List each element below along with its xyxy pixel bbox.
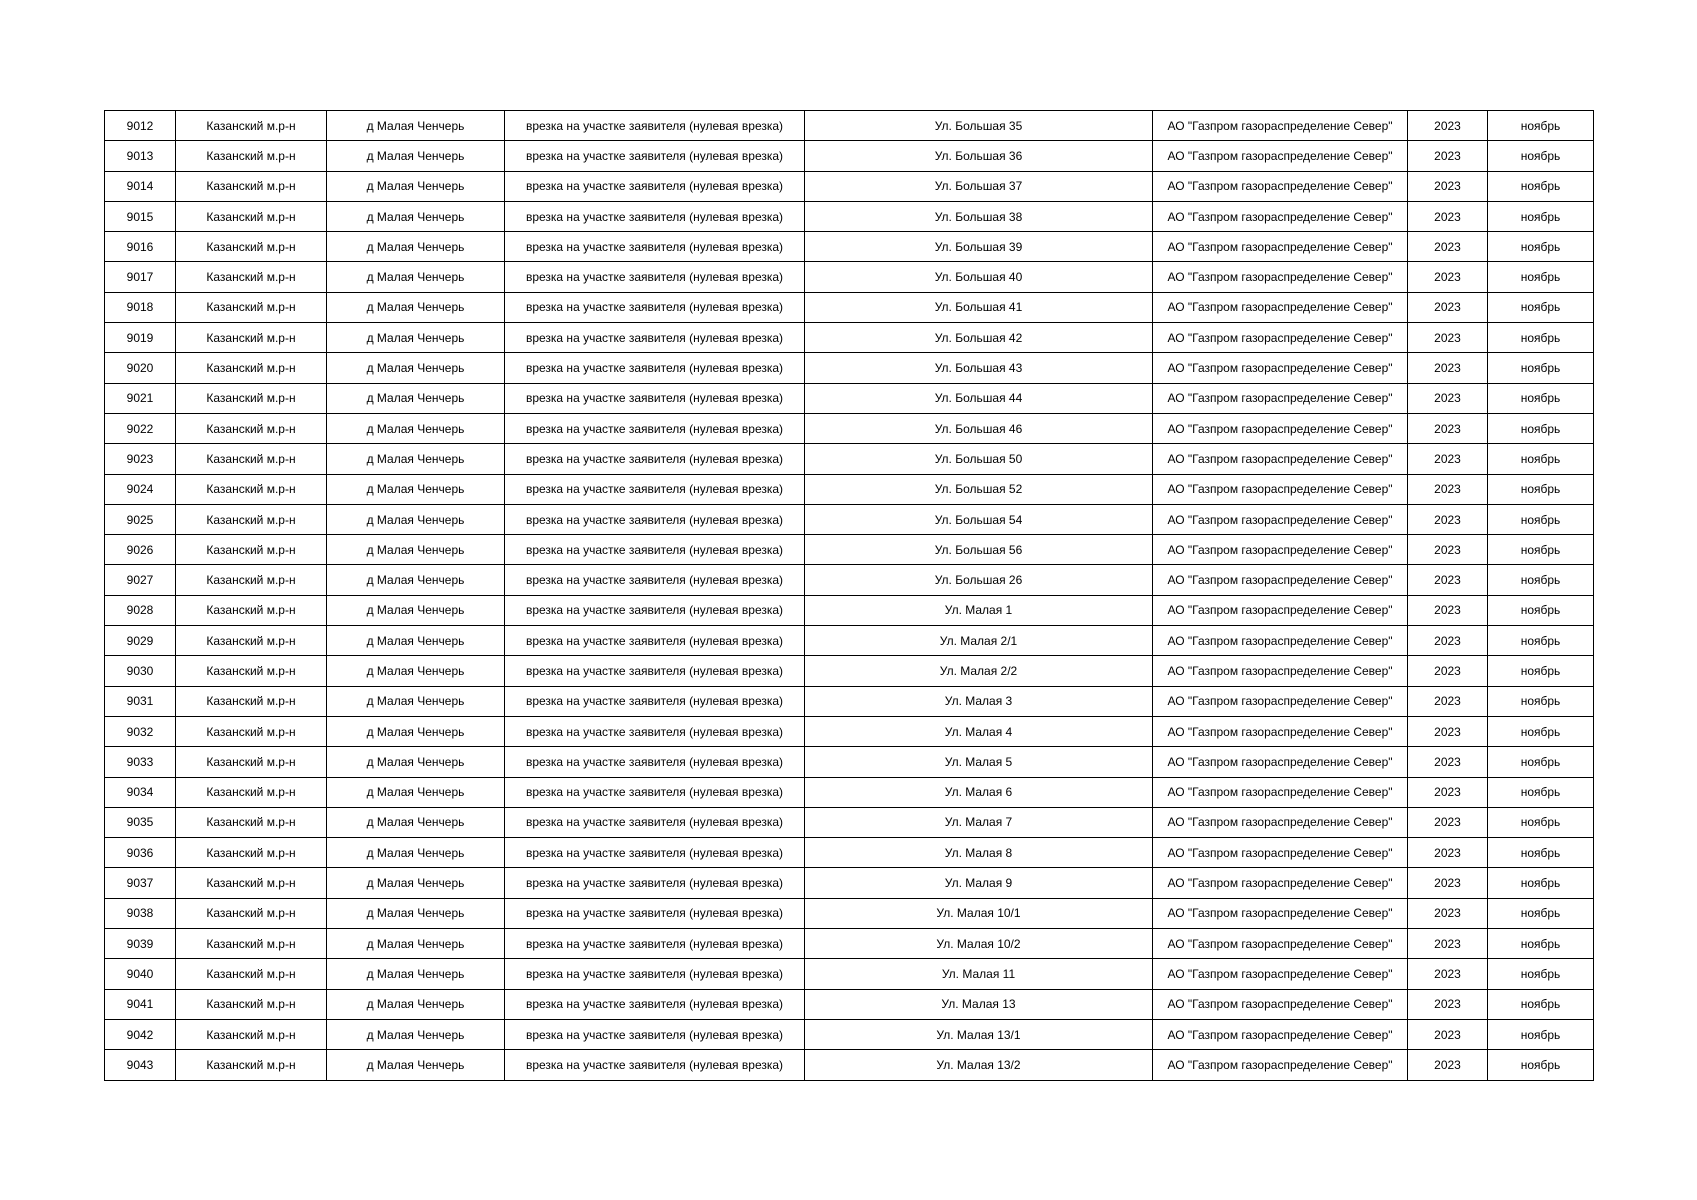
settlement-cell: д Малая Ченчерь (327, 656, 505, 686)
district-cell: Казанский м.р-н (176, 323, 327, 353)
address-cell: Ул. Малая 13 (805, 989, 1153, 1019)
table-row (105, 535, 1594, 565)
address-cell: Ул. Большая 26 (805, 565, 1153, 595)
table-row (105, 595, 1594, 625)
connection-type-cell: врезка на участке заявителя (нулевая врезка) (505, 413, 805, 443)
row-number-cell: 9014 (105, 171, 176, 201)
settlement-cell: д Малая Ченчерь (327, 413, 505, 443)
district-cell: Казанский м.р-н (176, 171, 327, 201)
settlement-cell: д Малая Ченчерь (327, 323, 505, 353)
district-cell: Казанский м.р-н (176, 353, 327, 383)
year-cell: 2023 (1408, 141, 1488, 171)
district-cell: Казанский м.р-н (176, 1050, 327, 1080)
connection-type-cell: врезка на участке заявителя (нулевая врезка) (505, 989, 805, 1019)
organization-cell: АО "Газпром газораспределение Север" (1153, 141, 1408, 171)
district-cell: Казанский м.р-н (176, 1019, 327, 1049)
row-number-cell: 9035 (105, 807, 176, 837)
address-cell: Ул. Малая 13/2 (805, 1050, 1153, 1080)
district-cell: Казанский м.р-н (176, 807, 327, 837)
table-row (105, 262, 1594, 292)
address-cell: Ул. Малая 7 (805, 807, 1153, 837)
district-cell: Казанский м.р-н (176, 716, 327, 746)
organization-cell: АО "Газпром газораспределение Север" (1153, 474, 1408, 504)
connection-type-cell: врезка на участке заявителя (нулевая врезка) (505, 777, 805, 807)
month-cell: ноябрь (1488, 413, 1594, 443)
district-cell: Казанский м.р-н (176, 111, 327, 141)
row-number-cell: 9032 (105, 716, 176, 746)
district-cell: Казанский м.р-н (176, 413, 327, 443)
connection-type-cell: врезка на участке заявителя (нулевая врезка) (505, 262, 805, 292)
connection-type-cell: врезка на участке заявителя (нулевая врезка) (505, 747, 805, 777)
year-cell: 2023 (1408, 232, 1488, 262)
connection-type-cell: врезка на участке заявителя (нулевая врезка) (505, 838, 805, 868)
organization-cell: АО "Газпром газораспределение Север" (1153, 413, 1408, 443)
connection-type-cell: врезка на участке заявителя (нулевая врезка) (505, 535, 805, 565)
year-cell: 2023 (1408, 656, 1488, 686)
month-cell: ноябрь (1488, 353, 1594, 383)
table-row (105, 686, 1594, 716)
organization-cell: АО "Газпром газораспределение Север" (1153, 262, 1408, 292)
address-cell: Ул. Малая 13/1 (805, 1019, 1153, 1049)
month-cell: ноябрь (1488, 807, 1594, 837)
address-cell: Ул. Большая 46 (805, 413, 1153, 443)
settlement-cell: д Малая Ченчерь (327, 959, 505, 989)
address-cell: Ул. Малая 11 (805, 959, 1153, 989)
settlement-cell: д Малая Ченчерь (327, 504, 505, 534)
organization-cell: АО "Газпром газораспределение Север" (1153, 989, 1408, 1019)
organization-cell: АО "Газпром газораспределение Север" (1153, 171, 1408, 201)
year-cell: 2023 (1408, 1019, 1488, 1049)
address-cell: Ул. Большая 41 (805, 292, 1153, 322)
connection-type-cell: врезка на участке заявителя (нулевая врезка) (505, 686, 805, 716)
month-cell: ноябрь (1488, 292, 1594, 322)
row-number-cell: 9042 (105, 1019, 176, 1049)
table-row (105, 777, 1594, 807)
settlement-cell: д Малая Ченчерь (327, 686, 505, 716)
district-cell: Казанский м.р-н (176, 141, 327, 171)
settlement-cell: д Малая Ченчерь (327, 232, 505, 262)
month-cell: ноябрь (1488, 565, 1594, 595)
month-cell: ноябрь (1488, 171, 1594, 201)
table-row (105, 868, 1594, 898)
year-cell: 2023 (1408, 595, 1488, 625)
connection-type-cell: врезка на участке заявителя (нулевая врезка) (505, 716, 805, 746)
district-cell: Казанский м.р-н (176, 565, 327, 595)
organization-cell: АО "Газпром газораспределение Север" (1153, 626, 1408, 656)
year-cell: 2023 (1408, 959, 1488, 989)
connection-type-cell: врезка на участке заявителя (нулевая врезка) (505, 201, 805, 231)
month-cell: ноябрь (1488, 1019, 1594, 1049)
connection-type-cell: врезка на участке заявителя (нулевая врезка) (505, 626, 805, 656)
year-cell: 2023 (1408, 716, 1488, 746)
month-cell: ноябрь (1488, 716, 1594, 746)
settlement-cell: д Малая Ченчерь (327, 383, 505, 413)
gasification-table (104, 110, 1594, 1081)
table-row (105, 929, 1594, 959)
table-row (105, 444, 1594, 474)
table-row (105, 111, 1594, 141)
row-number-cell: 9034 (105, 777, 176, 807)
organization-cell: АО "Газпром газораспределение Север" (1153, 807, 1408, 837)
address-cell: Ул. Большая 36 (805, 141, 1153, 171)
settlement-cell: д Малая Ченчерь (327, 989, 505, 1019)
table-row (105, 989, 1594, 1019)
connection-type-cell: врезка на участке заявителя (нулевая врезка) (505, 595, 805, 625)
row-number-cell: 9041 (105, 989, 176, 1019)
district-cell: Казанский м.р-н (176, 929, 327, 959)
address-cell: Ул. Большая 38 (805, 201, 1153, 231)
organization-cell: АО "Газпром газораспределение Север" (1153, 292, 1408, 322)
settlement-cell: д Малая Ченчерь (327, 111, 505, 141)
row-number-cell: 9016 (105, 232, 176, 262)
table-row (105, 898, 1594, 928)
settlement-cell: д Малая Ченчерь (327, 565, 505, 595)
connection-type-cell: врезка на участке заявителя (нулевая врезка) (505, 383, 805, 413)
connection-type-cell: врезка на участке заявителя (нулевая врезка) (505, 504, 805, 534)
district-cell: Казанский м.р-н (176, 959, 327, 989)
table-row (105, 232, 1594, 262)
year-cell: 2023 (1408, 989, 1488, 1019)
table-row (105, 413, 1594, 443)
year-cell: 2023 (1408, 686, 1488, 716)
address-cell: Ул. Большая 44 (805, 383, 1153, 413)
year-cell: 2023 (1408, 747, 1488, 777)
settlement-cell: д Малая Ченчерь (327, 595, 505, 625)
row-number-cell: 9033 (105, 747, 176, 777)
table-row (105, 171, 1594, 201)
district-cell: Казанский м.р-н (176, 747, 327, 777)
row-number-cell: 9037 (105, 868, 176, 898)
year-cell: 2023 (1408, 807, 1488, 837)
organization-cell: АО "Газпром газораспределение Север" (1153, 1019, 1408, 1049)
district-cell: Казанский м.р-н (176, 292, 327, 322)
year-cell: 2023 (1408, 111, 1488, 141)
organization-cell: АО "Газпром газораспределение Север" (1153, 232, 1408, 262)
organization-cell: АО "Газпром газораспределение Север" (1153, 383, 1408, 413)
year-cell: 2023 (1408, 474, 1488, 504)
table-row (105, 504, 1594, 534)
district-cell: Казанский м.р-н (176, 838, 327, 868)
district-cell: Казанский м.р-н (176, 474, 327, 504)
address-cell: Ул. Малая 3 (805, 686, 1153, 716)
settlement-cell: д Малая Ченчерь (327, 747, 505, 777)
month-cell: ноябрь (1488, 504, 1594, 534)
address-cell: Ул. Большая 54 (805, 504, 1153, 534)
connection-type-cell: врезка на участке заявителя (нулевая врезка) (505, 171, 805, 201)
month-cell: ноябрь (1488, 686, 1594, 716)
address-cell: Ул. Малая 9 (805, 868, 1153, 898)
address-cell: Ул. Малая 1 (805, 595, 1153, 625)
address-cell: Ул. Малая 8 (805, 838, 1153, 868)
address-cell: Ул. Большая 37 (805, 171, 1153, 201)
address-cell: Ул. Большая 56 (805, 535, 1153, 565)
connection-type-cell: врезка на участке заявителя (нулевая врезка) (505, 929, 805, 959)
organization-cell: АО "Газпром газораспределение Север" (1153, 898, 1408, 928)
table-row (105, 141, 1594, 171)
year-cell: 2023 (1408, 868, 1488, 898)
row-number-cell: 9039 (105, 929, 176, 959)
month-cell: ноябрь (1488, 262, 1594, 292)
settlement-cell: д Малая Ченчерь (327, 292, 505, 322)
district-cell: Казанский м.р-н (176, 201, 327, 231)
month-cell: ноябрь (1488, 656, 1594, 686)
month-cell: ноябрь (1488, 929, 1594, 959)
settlement-cell: д Малая Ченчерь (327, 1019, 505, 1049)
address-cell: Ул. Малая 2/1 (805, 626, 1153, 656)
connection-type-cell: врезка на участке заявителя (нулевая врезка) (505, 292, 805, 322)
month-cell: ноябрь (1488, 383, 1594, 413)
table-row (105, 626, 1594, 656)
connection-type-cell: врезка на участке заявителя (нулевая врезка) (505, 232, 805, 262)
settlement-cell: д Малая Ченчерь (327, 868, 505, 898)
month-cell: ноябрь (1488, 868, 1594, 898)
month-cell: ноябрь (1488, 626, 1594, 656)
address-cell: Ул. Малая 10/1 (805, 898, 1153, 928)
table-row (105, 959, 1594, 989)
year-cell: 2023 (1408, 292, 1488, 322)
year-cell: 2023 (1408, 201, 1488, 231)
row-number-cell: 9021 (105, 383, 176, 413)
connection-type-cell: врезка на участке заявителя (нулевая врезка) (505, 323, 805, 353)
district-cell: Казанский м.р-н (176, 868, 327, 898)
settlement-cell: д Малая Ченчерь (327, 444, 505, 474)
year-cell: 2023 (1408, 504, 1488, 534)
district-cell: Казанский м.р-н (176, 262, 327, 292)
connection-type-cell: врезка на участке заявителя (нулевая врезка) (505, 868, 805, 898)
row-number-cell: 9027 (105, 565, 176, 595)
organization-cell: АО "Газпром газораспределение Север" (1153, 777, 1408, 807)
district-cell: Казанский м.р-н (176, 232, 327, 262)
address-cell: Ул. Большая 39 (805, 232, 1153, 262)
settlement-cell: д Малая Ченчерь (327, 898, 505, 928)
row-number-cell: 9018 (105, 292, 176, 322)
district-cell: Казанский м.р-н (176, 989, 327, 1019)
connection-type-cell: врезка на участке заявителя (нулевая врезка) (505, 959, 805, 989)
month-cell: ноябрь (1488, 747, 1594, 777)
row-number-cell: 9017 (105, 262, 176, 292)
table-row (105, 353, 1594, 383)
settlement-cell: д Малая Ченчерь (327, 141, 505, 171)
organization-cell: АО "Газпром газораспределение Север" (1153, 838, 1408, 868)
district-cell: Казанский м.р-н (176, 444, 327, 474)
month-cell: ноябрь (1488, 535, 1594, 565)
table-row (105, 807, 1594, 837)
row-number-cell: 9028 (105, 595, 176, 625)
organization-cell: АО "Газпром газораспределение Север" (1153, 595, 1408, 625)
year-cell: 2023 (1408, 444, 1488, 474)
row-number-cell: 9031 (105, 686, 176, 716)
table-row (105, 838, 1594, 868)
month-cell: ноябрь (1488, 838, 1594, 868)
organization-cell: АО "Газпром газораспределение Север" (1153, 201, 1408, 231)
row-number-cell: 9024 (105, 474, 176, 504)
year-cell: 2023 (1408, 413, 1488, 443)
month-cell: ноябрь (1488, 989, 1594, 1019)
year-cell: 2023 (1408, 838, 1488, 868)
table-row (105, 292, 1594, 322)
organization-cell: АО "Газпром газораспределение Север" (1153, 747, 1408, 777)
address-cell: Ул. Большая 42 (805, 323, 1153, 353)
settlement-cell: д Малая Ченчерь (327, 807, 505, 837)
month-cell: ноябрь (1488, 777, 1594, 807)
row-number-cell: 9036 (105, 838, 176, 868)
settlement-cell: д Малая Ченчерь (327, 262, 505, 292)
address-cell: Ул. Малая 5 (805, 747, 1153, 777)
table-row (105, 716, 1594, 746)
district-cell: Казанский м.р-н (176, 504, 327, 534)
address-cell: Ул. Большая 43 (805, 353, 1153, 383)
row-number-cell: 9022 (105, 413, 176, 443)
address-cell: Ул. Большая 52 (805, 474, 1153, 504)
row-number-cell: 9043 (105, 1050, 176, 1080)
row-number-cell: 9040 (105, 959, 176, 989)
connection-type-cell: врезка на участке заявителя (нулевая врезка) (505, 898, 805, 928)
row-number-cell: 9013 (105, 141, 176, 171)
connection-type-cell: врезка на участке заявителя (нулевая врезка) (505, 807, 805, 837)
connection-type-cell: врезка на участке заявителя (нулевая врезка) (505, 353, 805, 383)
organization-cell: АО "Газпром газораспределение Север" (1153, 565, 1408, 595)
settlement-cell: д Малая Ченчерь (327, 474, 505, 504)
organization-cell: АО "Газпром газораспределение Север" (1153, 535, 1408, 565)
settlement-cell: д Малая Ченчерь (327, 171, 505, 201)
row-number-cell: 9025 (105, 504, 176, 534)
district-cell: Казанский м.р-н (176, 898, 327, 928)
organization-cell: АО "Газпром газораспределение Север" (1153, 353, 1408, 383)
table-body (105, 111, 1594, 1081)
address-cell: Ул. Большая 35 (805, 111, 1153, 141)
organization-cell: АО "Газпром газораспределение Север" (1153, 686, 1408, 716)
connection-type-cell: врезка на участке заявителя (нулевая врезка) (505, 565, 805, 595)
month-cell: ноябрь (1488, 111, 1594, 141)
settlement-cell: д Малая Ченчерь (327, 353, 505, 383)
year-cell: 2023 (1408, 929, 1488, 959)
year-cell: 2023 (1408, 383, 1488, 413)
row-number-cell: 9029 (105, 626, 176, 656)
organization-cell: АО "Газпром газораспределение Север" (1153, 716, 1408, 746)
row-number-cell: 9026 (105, 535, 176, 565)
year-cell: 2023 (1408, 626, 1488, 656)
settlement-cell: д Малая Ченчерь (327, 535, 505, 565)
month-cell: ноябрь (1488, 201, 1594, 231)
year-cell: 2023 (1408, 535, 1488, 565)
table-row (105, 1050, 1594, 1080)
connection-type-cell: врезка на участке заявителя (нулевая врезка) (505, 656, 805, 686)
address-cell: Ул. Большая 50 (805, 444, 1153, 474)
connection-type-cell: врезка на участке заявителя (нулевая врезка) (505, 474, 805, 504)
year-cell: 2023 (1408, 353, 1488, 383)
organization-cell: АО "Газпром газораспределение Север" (1153, 111, 1408, 141)
table-row (105, 656, 1594, 686)
settlement-cell: д Малая Ченчерь (327, 201, 505, 231)
connection-type-cell: врезка на участке заявителя (нулевая врезка) (505, 444, 805, 474)
organization-cell: АО "Газпром газораспределение Север" (1153, 323, 1408, 353)
address-cell: Ул. Большая 40 (805, 262, 1153, 292)
table-row (105, 474, 1594, 504)
row-number-cell: 9012 (105, 111, 176, 141)
organization-cell: АО "Газпром газораспределение Север" (1153, 504, 1408, 534)
table-row (105, 383, 1594, 413)
connection-type-cell: врезка на участке заявителя (нулевая врезка) (505, 1019, 805, 1049)
address-cell: Ул. Малая 6 (805, 777, 1153, 807)
settlement-cell: д Малая Ченчерь (327, 1050, 505, 1080)
settlement-cell: д Малая Ченчерь (327, 626, 505, 656)
table-row (105, 1019, 1594, 1049)
month-cell: ноябрь (1488, 1050, 1594, 1080)
district-cell: Казанский м.р-н (176, 383, 327, 413)
organization-cell: АО "Газпром газораспределение Север" (1153, 868, 1408, 898)
year-cell: 2023 (1408, 1050, 1488, 1080)
settlement-cell: д Малая Ченчерь (327, 929, 505, 959)
month-cell: ноябрь (1488, 232, 1594, 262)
organization-cell: АО "Газпром газораспределение Север" (1153, 444, 1408, 474)
address-cell: Ул. Малая 2/2 (805, 656, 1153, 686)
settlement-cell: д Малая Ченчерь (327, 716, 505, 746)
month-cell: ноябрь (1488, 474, 1594, 504)
address-cell: Ул. Малая 10/2 (805, 929, 1153, 959)
table-row (105, 323, 1594, 353)
district-cell: Казанский м.р-н (176, 777, 327, 807)
month-cell: ноябрь (1488, 323, 1594, 353)
month-cell: ноябрь (1488, 959, 1594, 989)
year-cell: 2023 (1408, 323, 1488, 353)
organization-cell: АО "Газпром газораспределение Север" (1153, 959, 1408, 989)
row-number-cell: 9030 (105, 656, 176, 686)
district-cell: Казанский м.р-н (176, 656, 327, 686)
month-cell: ноябрь (1488, 595, 1594, 625)
district-cell: Казанский м.р-н (176, 686, 327, 716)
address-cell: Ул. Малая 4 (805, 716, 1153, 746)
month-cell: ноябрь (1488, 141, 1594, 171)
settlement-cell: д Малая Ченчерь (327, 777, 505, 807)
organization-cell: АО "Газпром газораспределение Север" (1153, 929, 1408, 959)
row-number-cell: 9015 (105, 201, 176, 231)
row-number-cell: 9023 (105, 444, 176, 474)
month-cell: ноябрь (1488, 898, 1594, 928)
row-number-cell: 9038 (105, 898, 176, 928)
organization-cell: АО "Газпром газораспределение Север" (1153, 656, 1408, 686)
year-cell: 2023 (1408, 565, 1488, 595)
district-cell: Казанский м.р-н (176, 595, 327, 625)
district-cell: Казанский м.р-н (176, 626, 327, 656)
connection-type-cell: врезка на участке заявителя (нулевая врезка) (505, 111, 805, 141)
year-cell: 2023 (1408, 777, 1488, 807)
table-row (105, 747, 1594, 777)
settlement-cell: д Малая Ченчерь (327, 838, 505, 868)
month-cell: ноябрь (1488, 444, 1594, 474)
table-row (105, 565, 1594, 595)
connection-type-cell: врезка на участке заявителя (нулевая врезка) (505, 1050, 805, 1080)
row-number-cell: 9020 (105, 353, 176, 383)
organization-cell: АО "Газпром газораспределение Север" (1153, 1050, 1408, 1080)
row-number-cell: 9019 (105, 323, 176, 353)
year-cell: 2023 (1408, 898, 1488, 928)
district-cell: Казанский м.р-н (176, 535, 327, 565)
connection-type-cell: врезка на участке заявителя (нулевая врезка) (505, 141, 805, 171)
table-row (105, 201, 1594, 231)
year-cell: 2023 (1408, 171, 1488, 201)
year-cell: 2023 (1408, 262, 1488, 292)
